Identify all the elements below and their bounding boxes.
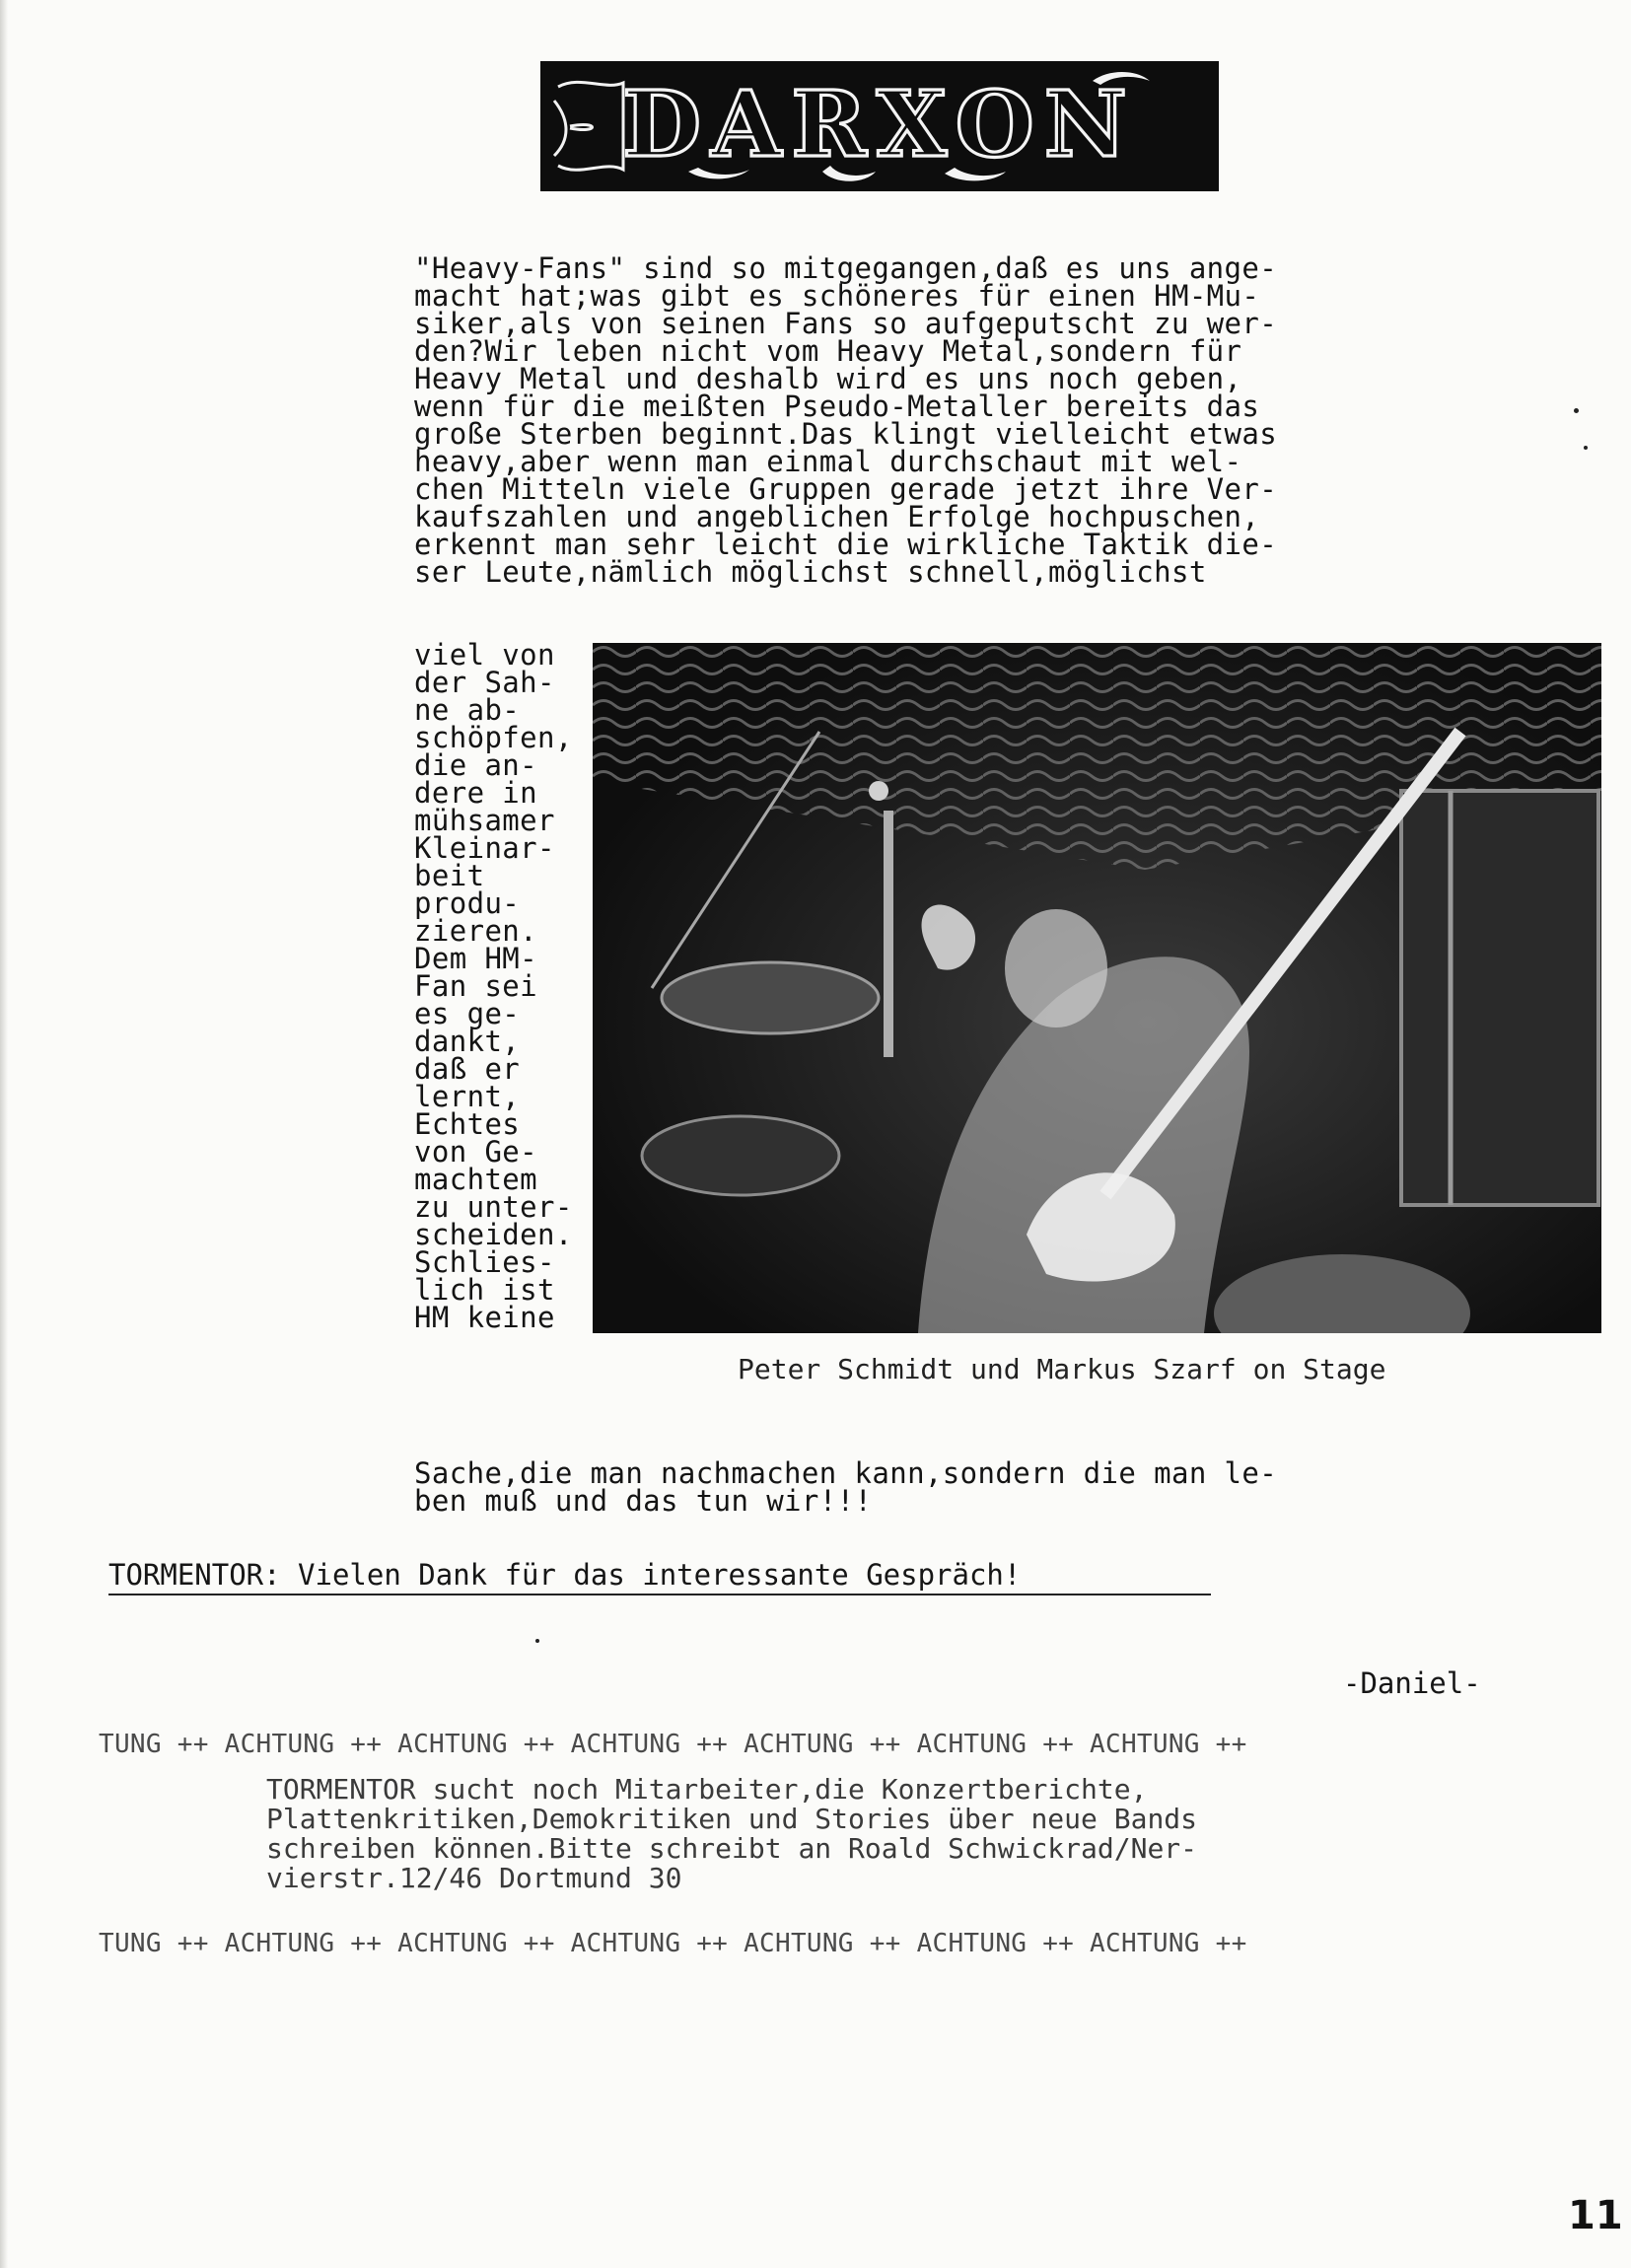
article-paragraph-top: "Heavy-Fans" sind so mitgegangen,daß es uns ange- macht hat;was gibt es schöneres für einen HM-Mu- siker,als von seinen Fans so aufgeputscht zu wer- den?Wir leben nicht vom Heavy Metal,sondern für Heavy Metal und deshalb wird es uns noch geben, wenn für die meißten Pseudo-Metaller bereits das große Sterben beginnt.Das klingt vielleicht etwas heavy,aber wenn man einmal durchschaut mit wel- chen Mitteln viele Gruppen gerade jetzt ihre Ver- kaufszahlen und angeblichen Erfolge hochpuschen, erkennt man sehr leicht die wirkliche Taktik die- ser Leute,nämlich möglichst schnell,möglichst (414, 251, 1278, 589)
darxon-logo-art (540, 61, 1219, 191)
guitarist-head (1005, 909, 1107, 1028)
print-speck (1584, 446, 1588, 450)
article-paragraph-column: viel von der Sah- ne ab- schöpfen, die an- dere in mühsamer Kleinar- beit produ- zieren. Dem HM- Fan sei es ge- dankt, daß er lernt, Echtes von Ge- machtem zu unter- scheiden. Schlies- lich ist HM keine (414, 638, 573, 1334)
page-edge-shadow (0, 0, 8, 2268)
print-speck (1574, 408, 1579, 413)
concert-photo (593, 643, 1601, 1333)
achtung-banner-bottom: TUNG ++ ACHTUNG ++ ACHTUNG ++ ACHTUNG ++ ACHTUNG ++ ACHTUNG ++ ACHTUNG ++ (99, 1929, 1247, 1958)
print-speck (535, 1639, 539, 1643)
drum (642, 1116, 839, 1195)
darxon-logo (540, 61, 1219, 191)
page-number: 11 (1568, 2193, 1623, 2238)
recruitment-notice: TORMENTOR sucht noch Mitarbeiter,die Konzertberichte, Plattenkritiken,Demokritiken und Stories über neue Bands schreiben können.Bitte schreibt an Roald Schwickrad/Ner- vierstr.12/46 Dortmund 30 (266, 1773, 1198, 1894)
achtung-banner-top: TUNG ++ ACHTUNG ++ ACHTUNG ++ ACHTUNG ++ ACHTUNG ++ ACHTUNG ++ ACHTUNG ++ (99, 1730, 1247, 1759)
cymbal (662, 962, 879, 1033)
interview-closing-line: TORMENTOR: Vielen Dank für das interessante Gespräch! (108, 1558, 1211, 1595)
stage-light (869, 781, 888, 801)
speaker-cabinet (1401, 791, 1598, 1205)
photo-caption: Peter Schmidt und Markus Szarf on Stage (738, 1353, 1386, 1385)
article-paragraph-bottom: Sache,die man nachmachen kann,sondern die man le- ben muß und das tun wir!!! (414, 1456, 1278, 1518)
logo-text: DARXON (622, 71, 1137, 177)
concert-photo-art (593, 643, 1601, 1333)
author-signature: -Daniel- (1343, 1666, 1481, 1700)
